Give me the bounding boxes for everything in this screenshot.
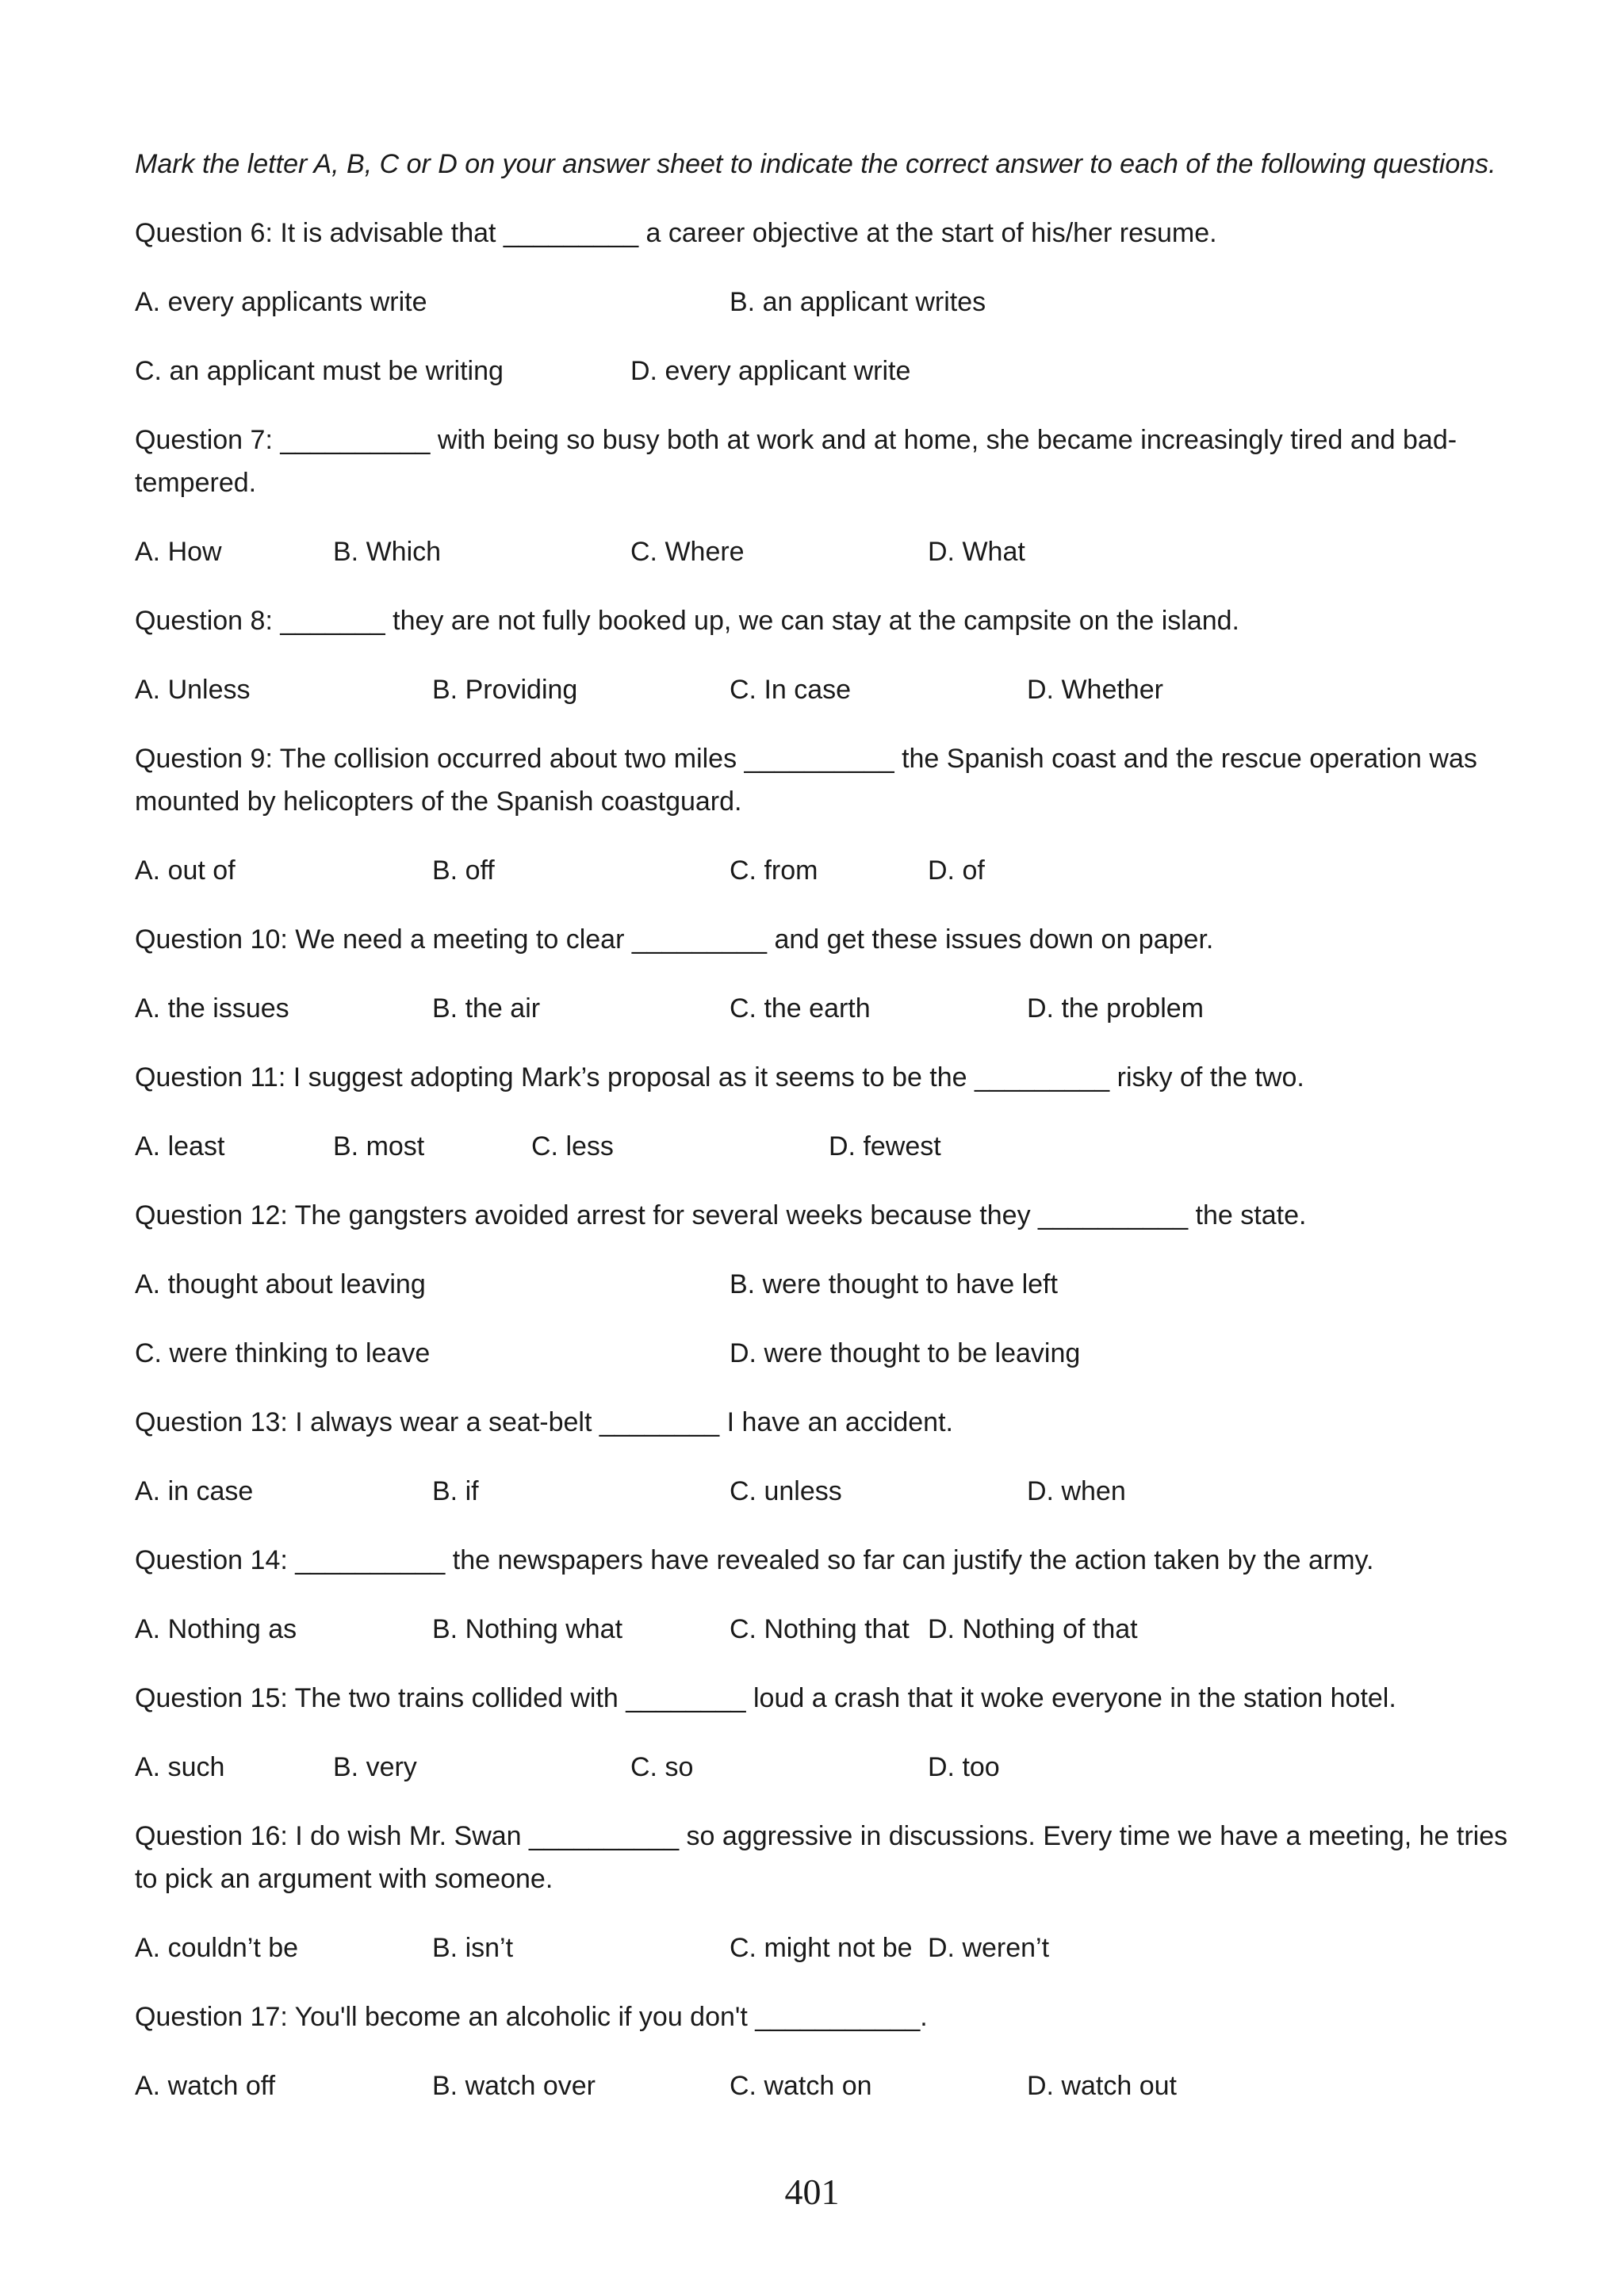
question-text: Question 6: It is advisable that _________ a career objective at the start of his/her resume.	[135, 218, 1217, 248]
option-c: C. from	[730, 855, 818, 886]
options-row	[135, 1125, 1530, 1168]
option-c: C. unless	[730, 1476, 842, 1506]
options-row	[135, 987, 1530, 1030]
option-b: B. isn’t	[432, 1933, 514, 1963]
question-11	[135, 1056, 1530, 1168]
option-c: C. so	[630, 1752, 694, 1782]
question-text: Question 14: __________ the newspapers have revealed so far can justify the action taken by the army.	[135, 1545, 1374, 1575]
question-8	[135, 599, 1530, 711]
options-row	[135, 849, 1530, 892]
option-b: B. Which	[333, 537, 442, 567]
option-a: A. thought about leaving	[135, 1269, 426, 1299]
option-c: C. Where	[630, 537, 745, 567]
option-b: B. most	[333, 1131, 425, 1161]
question-16	[135, 1815, 1530, 1969]
option-a: A. in case	[135, 1476, 254, 1506]
question-9	[135, 737, 1530, 892]
option-d: D. weren’t	[928, 1933, 1050, 1963]
question-6	[135, 212, 1530, 392]
option-c: C. an applicant must be writing	[135, 356, 504, 386]
options-row	[135, 1332, 1530, 1375]
question-13	[135, 1401, 1530, 1513]
option-b: B. Providing	[432, 675, 578, 705]
option-d: D. Whether	[1027, 675, 1163, 705]
question-text: Question 16: I do wish Mr. Swan __________ so aggressive in discussions. Every time we have a meeting, he tries to pick an argument with someone.	[135, 1821, 1508, 1894]
question-text: Question 11: I suggest adopting Mark’s proposal as it seems to be the _________ risky of the two.	[135, 1062, 1304, 1093]
question-14	[135, 1539, 1530, 1651]
option-b: B. off	[432, 855, 495, 886]
option-d: D. when	[1027, 1476, 1126, 1506]
question-text: Question 17: You'll become an alcoholic if you don't ___________.	[135, 2002, 928, 2032]
option-a: A. such	[135, 1752, 225, 1782]
options-row	[135, 1927, 1530, 1969]
question-text: Question 10: We need a meeting to clear _________ and get these issues down on paper.	[135, 924, 1214, 955]
option-a: A. Nothing as	[135, 1614, 297, 1644]
option-b: B. an applicant writes	[730, 287, 986, 317]
question-text: Question 13: I always wear a seat-belt ________ I have an accident.	[135, 1407, 953, 1437]
option-d: D. fewest	[829, 1131, 941, 1161]
option-a: A. watch off	[135, 2071, 276, 2101]
options-row	[135, 1746, 1530, 1789]
question-text: Question 12: The gangsters avoided arrest for several weeks because they __________ the state.	[135, 1200, 1307, 1230]
question-text: Question 15: The two trains collided with ________ loud a crash that it woke everyone in the station hotel.	[135, 1683, 1396, 1713]
option-d: D. Nothing of that	[928, 1614, 1138, 1644]
options-row	[135, 2064, 1530, 2107]
question-7	[135, 419, 1530, 573]
option-c: C. watch on	[730, 2071, 872, 2101]
options-row	[135, 350, 1530, 392]
option-b: B. watch over	[432, 2071, 596, 2101]
options-row	[135, 668, 1530, 711]
option-c: C. less	[531, 1131, 614, 1161]
option-d: D. were thought to be leaving	[730, 1338, 1081, 1368]
option-d: D. What	[928, 537, 1025, 567]
question-text: Question 9: The collision occurred about two miles __________ the Spanish coast and the rescue operation was mounted by helicopters of the Spanish coastguard.	[135, 744, 1477, 817]
option-a: A. How	[135, 537, 222, 567]
option-c: C. the earth	[730, 993, 871, 1024]
question-12	[135, 1194, 1530, 1375]
option-c: C. might not be	[730, 1933, 913, 1963]
question-15	[135, 1677, 1530, 1789]
option-a: A. out of	[135, 855, 236, 886]
option-a: A. every applicants write	[135, 287, 427, 317]
option-d: D. too	[928, 1752, 1000, 1782]
question-text: Question 7: __________ with being so busy both at work and at home, she became increasingly tired and bad-tempered.	[135, 425, 1457, 498]
option-b: B. the air	[432, 993, 541, 1024]
option-d: D. the problem	[1027, 993, 1204, 1024]
options-row	[135, 1608, 1530, 1651]
option-a: A. the issues	[135, 993, 289, 1024]
options-row	[135, 530, 1530, 573]
option-d: D. watch out	[1027, 2071, 1177, 2101]
option-c: C. In case	[730, 675, 852, 705]
option-d: D. every applicant write	[630, 356, 911, 386]
option-c: C. Nothing that	[730, 1614, 910, 1644]
page-number: 401	[784, 2172, 840, 2212]
options-row	[135, 1470, 1530, 1513]
option-b: B. Nothing what	[432, 1614, 623, 1644]
option-c: C. were thinking to leave	[135, 1338, 431, 1368]
question-17	[135, 1996, 1530, 2107]
option-a: A. least	[135, 1131, 225, 1161]
worksheet	[135, 143, 1530, 2133]
options-row	[135, 281, 1530, 323]
option-a: A. Unless	[135, 675, 251, 705]
question-10	[135, 918, 1530, 1030]
option-b: B. very	[333, 1752, 417, 1782]
option-a: A. couldn’t be	[135, 1933, 299, 1963]
option-b: B. if	[432, 1476, 479, 1506]
options-row	[135, 1263, 1530, 1306]
question-text: Question 8: _______ they are not fully booked up, we can stay at the campsite on the island.	[135, 606, 1240, 636]
option-b: B. were thought to have left	[730, 1269, 1058, 1299]
instructions: Mark the letter A, B, C or D on your answer sheet to indicate the correct answer to each of the following questions.	[135, 149, 1496, 179]
option-d: D. of	[928, 855, 985, 886]
